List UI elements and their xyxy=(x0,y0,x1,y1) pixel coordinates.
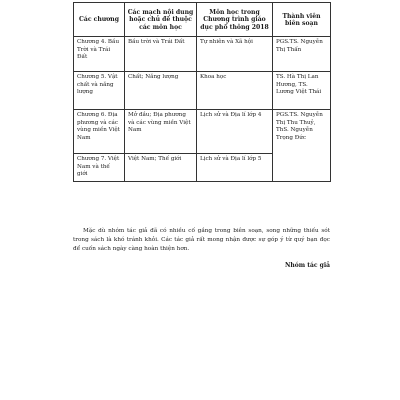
subject-cell: Lịch sử và Địa lí lớp 4 xyxy=(197,110,273,154)
table-header-row xyxy=(74,3,331,37)
content-cell: Việt Nam; Thế giới xyxy=(125,154,197,181)
content-cell: Bầu trời và Trái Đất xyxy=(125,37,197,72)
curriculum-table xyxy=(73,2,331,182)
chapter-cell: Chương 7. Việt Nam và thế giới xyxy=(74,154,125,181)
chapter-cell: Chương 5. Vật chất và năng lượng xyxy=(74,72,125,110)
table-row xyxy=(74,110,331,154)
header-chapters: Các chương xyxy=(74,3,125,37)
author-cell: TS. Hà Thị Lan Hương, TS. Lương Việt Thái xyxy=(273,72,331,110)
content-cell: Chất; Năng lượng xyxy=(125,72,197,110)
table-row xyxy=(74,37,331,72)
content-cell: Mở đầu; Địa phương và các vùng miền Việt Nam xyxy=(125,110,197,154)
chapter-cell: Chương 4. Bầu Trời và Trái Đất xyxy=(74,37,125,72)
author-cell: PGS.TS. Nguyễn Thị Thu Thuỷ, ThS. Nguyễn Trọng Đức xyxy=(273,110,331,181)
author-group-signature: Nhóm tác giả xyxy=(284,262,330,269)
subject-cell: Khoa học xyxy=(197,72,273,110)
subject-cell: Lịch sử và Địa lí lớp 5 xyxy=(197,154,273,181)
table-row xyxy=(74,72,331,110)
author-cell: PGS.TS. Nguyễn Thị Thấn xyxy=(273,37,331,72)
header-content-strands: Các mạch nội dung hoặc chủ đề thuộc các môn học xyxy=(125,3,197,37)
chapter-cell: Chương 6. Địa phương và các vùng miền Việt Nam xyxy=(74,110,125,154)
header-subjects: Môn học trong Chương trình giáo dục phổ thông 2018 xyxy=(197,3,273,37)
header-authors: Thành viên biên soạn xyxy=(273,3,331,37)
preface-note: Mặc dù nhóm tác giả đã có nhiều cố gắng trong biên soạn, song những thiếu sót trong sách là khó tránh khỏi. Các tác giả rất mong nhận được sự góp ý từ quý bạn đọc để cuốn sách ngày càng hoàn thiện hơn. xyxy=(73,228,330,252)
subject-cell: Tự nhiên và Xã hội xyxy=(197,37,273,72)
